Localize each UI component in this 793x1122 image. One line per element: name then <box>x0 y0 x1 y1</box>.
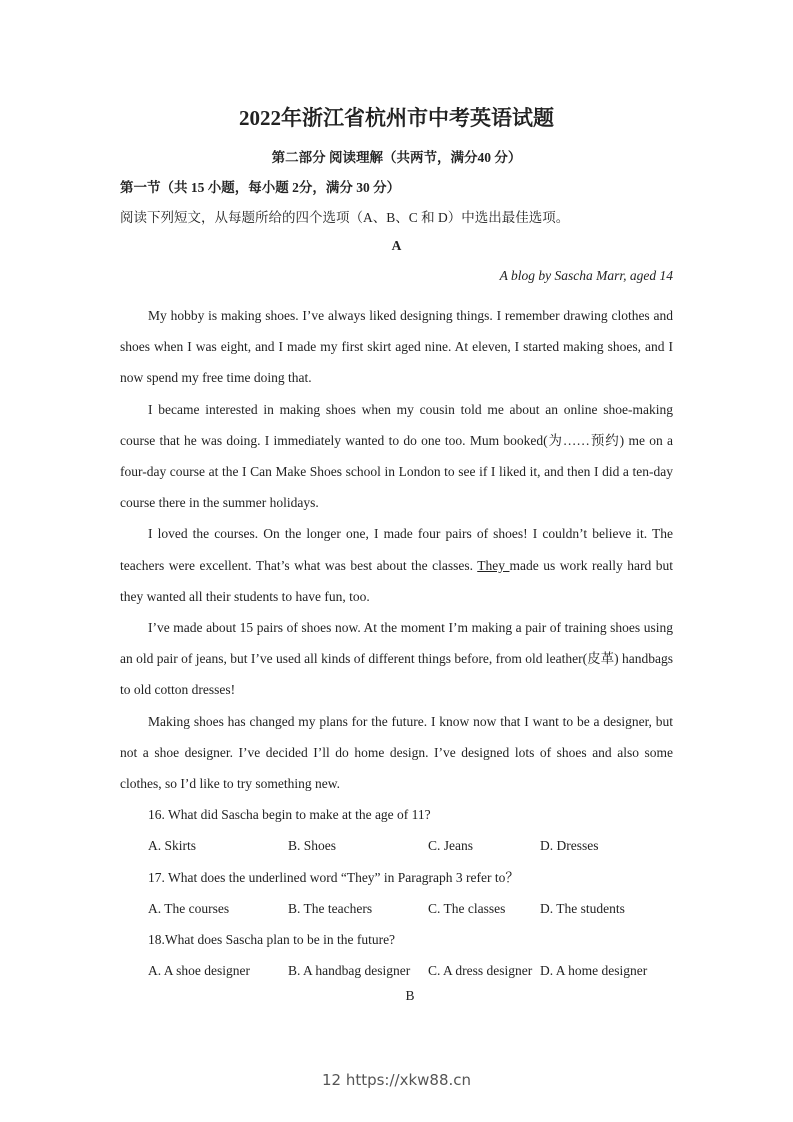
section-heading: 第一节（共 15 小题，每小题 2分，满分 30 分） <box>120 180 401 195</box>
question-stem: 18.What does Sascha plan to be in the future? <box>148 932 396 948</box>
option: D. A home designer <box>540 963 648 979</box>
instructions: 阅读下列短文，从每题所给的四个选项（A、B、C 和 D）中选出最佳选项。 <box>120 210 570 225</box>
page-footer: 12 https://xkw88.cn <box>321 1071 472 1089</box>
underlined-word: They <box>477 557 510 573</box>
option: C. Jeans <box>428 838 473 854</box>
question-stem: 16. What did Sascha begin to make at the age of 11? <box>148 807 431 823</box>
paragraph-text: made us work really hard but they wanted all their students to have fun, too. <box>120 557 673 604</box>
passage-b-label: B <box>405 988 415 1003</box>
paragraph-text: I loved the courses. On the longer one, I made four pairs of shoes! I couldn’t believe it. The teachers were excellent. That’s what was best about the classes. <box>120 526 673 573</box>
option: A. A shoe designer <box>148 963 250 979</box>
part-heading: 第二部分 阅读理解（共两节，满分40 分） <box>271 150 522 165</box>
question-stem: 17. What does the underlined word “They” in Paragraph 3 refer to？ <box>148 869 519 885</box>
option: C. A dress designer <box>428 963 533 979</box>
document-title: 2022年浙江省杭州市中考英语试题 <box>239 106 554 130</box>
option: B. A handbag designer <box>288 963 411 979</box>
question-options <box>120 830 673 861</box>
option: A. The courses <box>148 900 230 916</box>
option: B. Shoes <box>288 838 337 854</box>
paragraph: My hobby is making shoes. I’ve always liked designing things. I remember drawing clothes and shoes when I was eight, and I made my first skirt aged nine. At eleven, I started making shoes, and I now spend my free time doing that. <box>120 308 673 386</box>
passage-a-label: A <box>391 238 402 253</box>
question-options <box>120 955 673 986</box>
option: C. The classes <box>428 900 506 916</box>
byline: A blog by Sascha Marr, aged 14 <box>499 268 673 283</box>
question-options <box>120 893 673 924</box>
option: A. Skirts <box>148 838 197 854</box>
paragraph: Making shoes has changed my plans for the future. I know now that I want to be a designer, but not a shoe designer. I’ve decided I’ll do home design. I’ve designed lots of shoes and also some clothes, so I’d like to try something new. <box>120 713 673 792</box>
option: D. Dresses <box>540 838 599 854</box>
passage-a <box>120 300 673 986</box>
option: D. The students <box>540 900 625 916</box>
paragraph: I’ve made about 15 pairs of shoes now. At the moment I’m making a pair of training shoes using an old pair of jeans, but I’ve used all kinds of different things before, from old leather(皮革) handbags to old cotton dresses! <box>120 620 673 698</box>
option: B. The teachers <box>288 900 373 916</box>
paragraph <box>120 518 673 612</box>
paragraph: I became interested in making shoes when my cousin told me about an online shoe-making course that he was doing. I immediately wanted to do one too. Mum booked(为……预约) me on a four-day course at the I Can Make Shoes school in London to see if I liked it, and then I did a ten-day course there in the summer holidays. <box>120 401 673 511</box>
